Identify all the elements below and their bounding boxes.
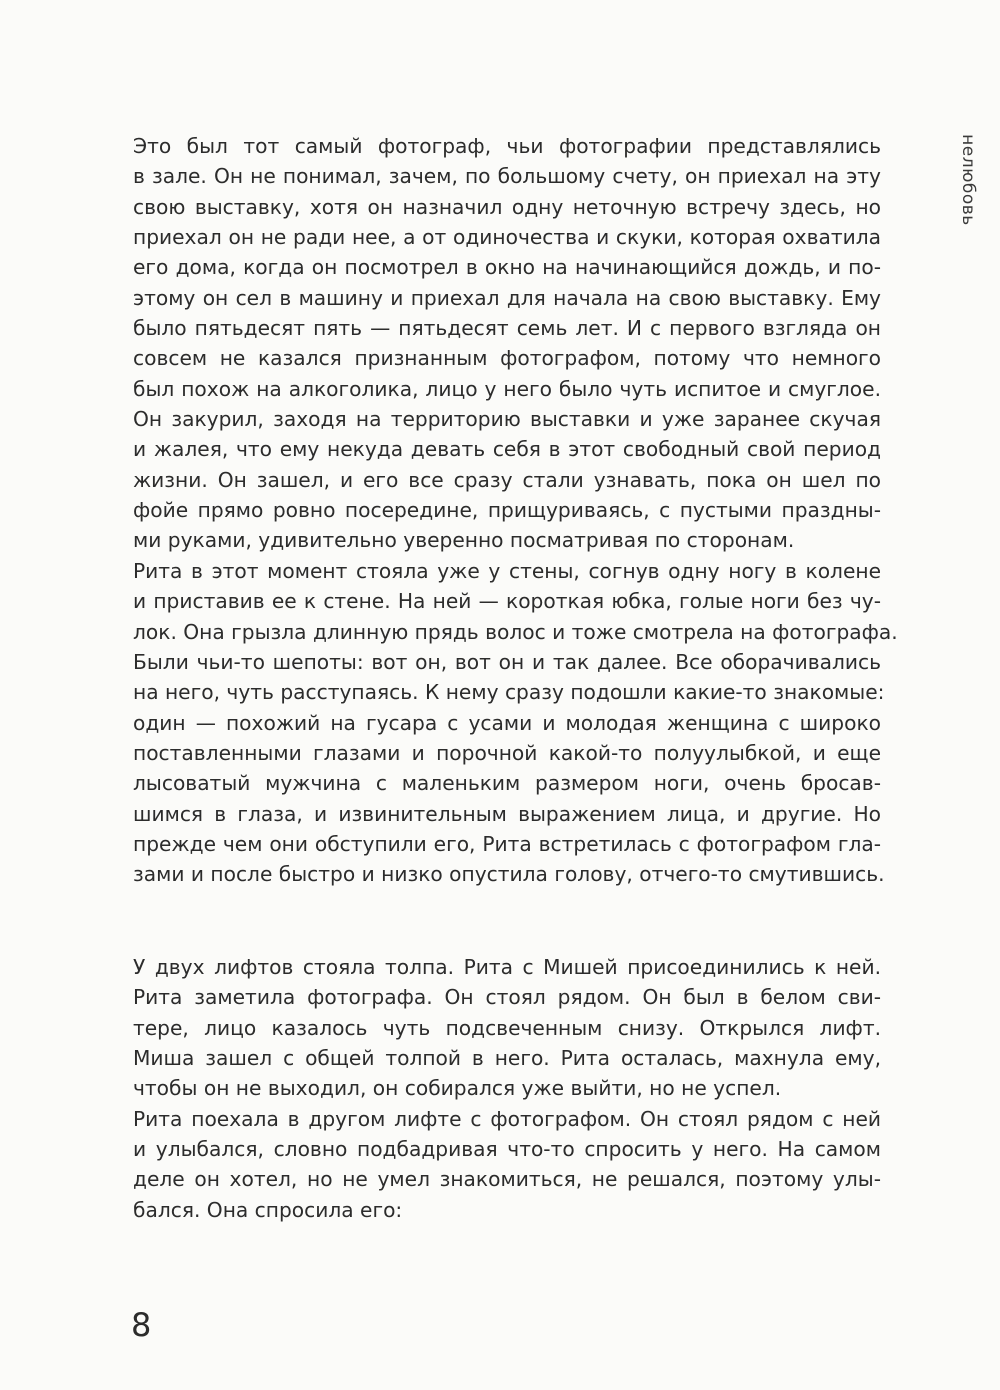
text-line: зами и после быстро и низко опустила голову, отчего-то смутившись. [133, 862, 885, 887]
text-line: Это был тот самый фотограф, чьи фотографии представлялись [133, 134, 881, 158]
text-line: совсем не казался признанным фотографом, потому что немного [133, 346, 881, 371]
text-line: У двух лифтов стояла толпа. Рита с Мишей присоединились к ней. [133, 955, 881, 979]
text-line: в зале. Он не понимал, зачем, по большому счету, он приехал на эту [133, 164, 881, 189]
text-line: Рита поехала в другом лифте с фотографом. Он стоял рядом с ней [133, 1106, 881, 1131]
text-line: Миша зашел с общей толпой в него. Рита осталась, махнула ему, [133, 1046, 881, 1071]
running-head: нелюбовь [958, 134, 978, 226]
text-line: прежде чем они обступили его, Рита встретилась с фотографом гла- [133, 831, 881, 856]
text-line: лысоватый мужчина с маленьким размером ноги, очень бросав- [133, 771, 881, 796]
text-line: лок. Она грызла длинную прядь волос и тоже смотрела на фотографа. [133, 619, 898, 644]
text-line: и приставив ее к стене. На ней — короткая юбка, голые ноги без чу- [133, 589, 881, 614]
text-line: был похож на алкоголика, лицо у него было чуть испитое и смуглое. [133, 376, 881, 401]
text-line: было пятьдесят пять — пятьдесят семь лет. И с первого взгляда он [133, 316, 881, 341]
text-line: Он закурил, заходя на территорию выставки и уже заранее скучая [133, 407, 881, 432]
text-line: приехал он не ради нее, а от одиночества и скуки, которая охватила [133, 225, 881, 250]
paragraph [133, 952, 881, 1104]
text-line: Рита заметила фотографа. Он стоял рядом. Он был в белом сви- [133, 985, 881, 1010]
text-line: Рита в этот момент стояла уже у стены, согнув одну ногу в колене [133, 558, 881, 583]
text-line: поставленными глазами и порочной какой-то полуулыбкой, и еще [133, 740, 881, 765]
text-line: этому он сел в машину и приехал для начала на свою выставку. Ему [133, 285, 881, 310]
text-line: и жалея, что ему некуда девать себя в этот свободный свой период [133, 437, 881, 462]
paragraph [133, 131, 881, 556]
text-section-2 [133, 952, 881, 1225]
text-line: деле он хотел, но не умел знакомиться, не решался, поэтому улы- [133, 1167, 881, 1192]
text-line: жизни. Он зашел, и его все сразу стали узнавать, пока он шел по [133, 467, 881, 492]
text-line: его дома, когда он посмотрел в окно на начинающийся дождь, и по- [133, 255, 881, 280]
text-line: чтобы он не выходил, он собирался уже выйти, но не успел. [133, 1076, 782, 1101]
text-line: Были чьи-то шепоты: вот он, вот он и так далее. Все оборачивались [133, 649, 881, 674]
text-line: бался. Она спросила его: [133, 1197, 403, 1222]
text-line: свою выставку, хотя он назначил одну неточную встречу здесь, но [133, 194, 881, 219]
paragraph [133, 556, 898, 890]
text-line: и улыбался, словно подбадривая что-то спросить у него. На самом [133, 1137, 881, 1162]
page-number: 8 [131, 1306, 152, 1344]
text-line: шимся в глаза, и извинительным выражением лица, и другие. Но [133, 801, 881, 826]
text-line: ми руками, удивительно уверенно посматривая по сторонам. [133, 528, 795, 553]
text-line: на него, чуть расступаясь. К нему сразу подошли какие-то знакомые: [133, 680, 885, 705]
text-line: тере, лицо казалось чуть подсвеченным снизу. Открылся лифт. [133, 1015, 881, 1040]
text-section-1 [133, 131, 898, 890]
text-line: фойе прямо ровно посередине, прищуриваясь, с пустыми праздны- [133, 498, 881, 523]
paragraph [133, 1104, 881, 1225]
text-line: один — похожий на гусара с усами и молодая женщина с широко [133, 710, 881, 735]
